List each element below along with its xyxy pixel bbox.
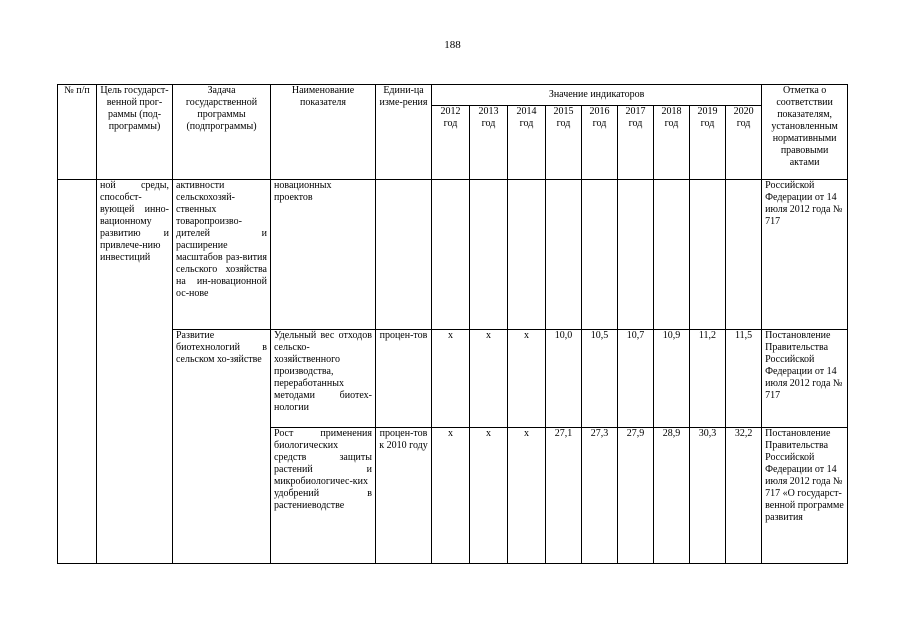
year-unit: год: [443, 118, 458, 129]
year-unit: год: [519, 118, 534, 129]
indicator-cell: Удельный вес отходов сельско-хозяйственного производства, переработанных методами биотех-нологии: [271, 330, 376, 428]
value-cell-2013: [470, 180, 508, 330]
header-year-2014: [508, 106, 546, 180]
year-label: 2012: [440, 106, 461, 117]
value-cell-2017: [618, 180, 654, 330]
value-cell-2014: [508, 180, 546, 330]
indicators-table: [57, 84, 848, 564]
unit-cell: [376, 180, 432, 330]
value-cell-2020: 11,5: [726, 330, 762, 428]
year-unit: год: [664, 118, 679, 129]
value-cell-2014: х: [508, 330, 546, 428]
value-cell-2018: 10,9: [654, 330, 690, 428]
header-goal: Цель государст-венной прог-раммы (под-программы): [97, 85, 173, 180]
value-cell-2015: [546, 180, 582, 330]
value-cell-2018: 28,9: [654, 428, 690, 564]
year-unit: год: [736, 118, 751, 129]
value-cell-2012: х: [432, 330, 470, 428]
year-label: 2018: [661, 106, 682, 117]
year-label: 2013: [478, 106, 499, 117]
value-cell-2015: 27,1: [546, 428, 582, 564]
mark-cell: Российской Федерации от 14 июля 2012 года № 717: [762, 180, 848, 330]
year-label: 2015: [553, 106, 574, 117]
value-cell-2018: [654, 180, 690, 330]
header-year-2016: [582, 106, 618, 180]
header-year-2017: [618, 106, 654, 180]
header-row-top: [58, 85, 848, 106]
year-label: 2020: [733, 106, 754, 117]
num-cell: [58, 180, 97, 564]
unit-cell: процен-тов: [376, 330, 432, 428]
value-cell-2019: 11,2: [690, 330, 726, 428]
header-mark: Отметка о соответствии показателям, установленным нормативными правовыми актами: [762, 85, 848, 180]
indicator-cell: Рост применения биологических средств защиты растений и микробиологичес-ких удобрений в растениеводстве: [271, 428, 376, 564]
value-cell-2012: х: [432, 428, 470, 564]
value-cell-2013: х: [470, 428, 508, 564]
year-label: 2014: [516, 106, 537, 117]
year-label: 2016: [589, 106, 610, 117]
page-number: 188: [444, 39, 461, 51]
unit-cell: процен-тов к 2010 году: [376, 428, 432, 564]
header-task: Задача государственной программы (подпрограммы): [173, 85, 271, 180]
value-cell-2019: [690, 180, 726, 330]
year-label: 2017: [625, 106, 646, 117]
header-values-group: Значение индикаторов: [432, 85, 762, 106]
table-row: [58, 180, 848, 330]
header-num: № п/п: [58, 85, 97, 180]
value-cell-2016: 10,5: [582, 330, 618, 428]
value-cell-2014: х: [508, 428, 546, 564]
value-cell-2016: 27,3: [582, 428, 618, 564]
header-unit: Едини-ца изме-рения: [376, 85, 432, 180]
value-cell-2012: [432, 180, 470, 330]
header-year-2019: [690, 106, 726, 180]
goal-cell: ной среды, способст-вующей инно-вационному развитию и привлече-нию инвестиций: [97, 180, 173, 564]
mark-cell: Постановление Правительства Российской Федерации от 14 июля 2012 года № 717: [762, 330, 848, 428]
year-unit: год: [628, 118, 643, 129]
year-label: 2019: [697, 106, 718, 117]
value-cell-2015: 10,0: [546, 330, 582, 428]
header-year-2013: [470, 106, 508, 180]
value-cell-2019: 30,3: [690, 428, 726, 564]
header-year-2020: [726, 106, 762, 180]
year-unit: год: [481, 118, 496, 129]
mark-cell: Постановление Правительства Российской Федерации от 14 июля 2012 года № 717 «О государст-венной программе развития: [762, 428, 848, 564]
value-cell-2020: [726, 180, 762, 330]
header-year-2012: [432, 106, 470, 180]
header-year-2018: [654, 106, 690, 180]
value-cell-2020: 32,2: [726, 428, 762, 564]
year-unit: год: [556, 118, 571, 129]
table-row: [58, 330, 848, 428]
value-cell-2017: 10,7: [618, 330, 654, 428]
year-unit: год: [700, 118, 715, 129]
value-cell-2013: х: [470, 330, 508, 428]
header-year-2015: [546, 106, 582, 180]
value-cell-2016: [582, 180, 618, 330]
year-unit: год: [592, 118, 607, 129]
header-indicator: Наименование показателя: [271, 85, 376, 180]
task-cell: Развитие биотехнологий в сельском хо-зяйстве: [173, 330, 271, 564]
indicator-cell: новационных проектов: [271, 180, 376, 330]
task-cell: активности сельскохозяй-ственных товаропроизво-дителей и расширение масштабов раз-вития сельского хозяйства на ин-новационной ос-нове: [173, 180, 271, 330]
value-cell-2017: 27,9: [618, 428, 654, 564]
